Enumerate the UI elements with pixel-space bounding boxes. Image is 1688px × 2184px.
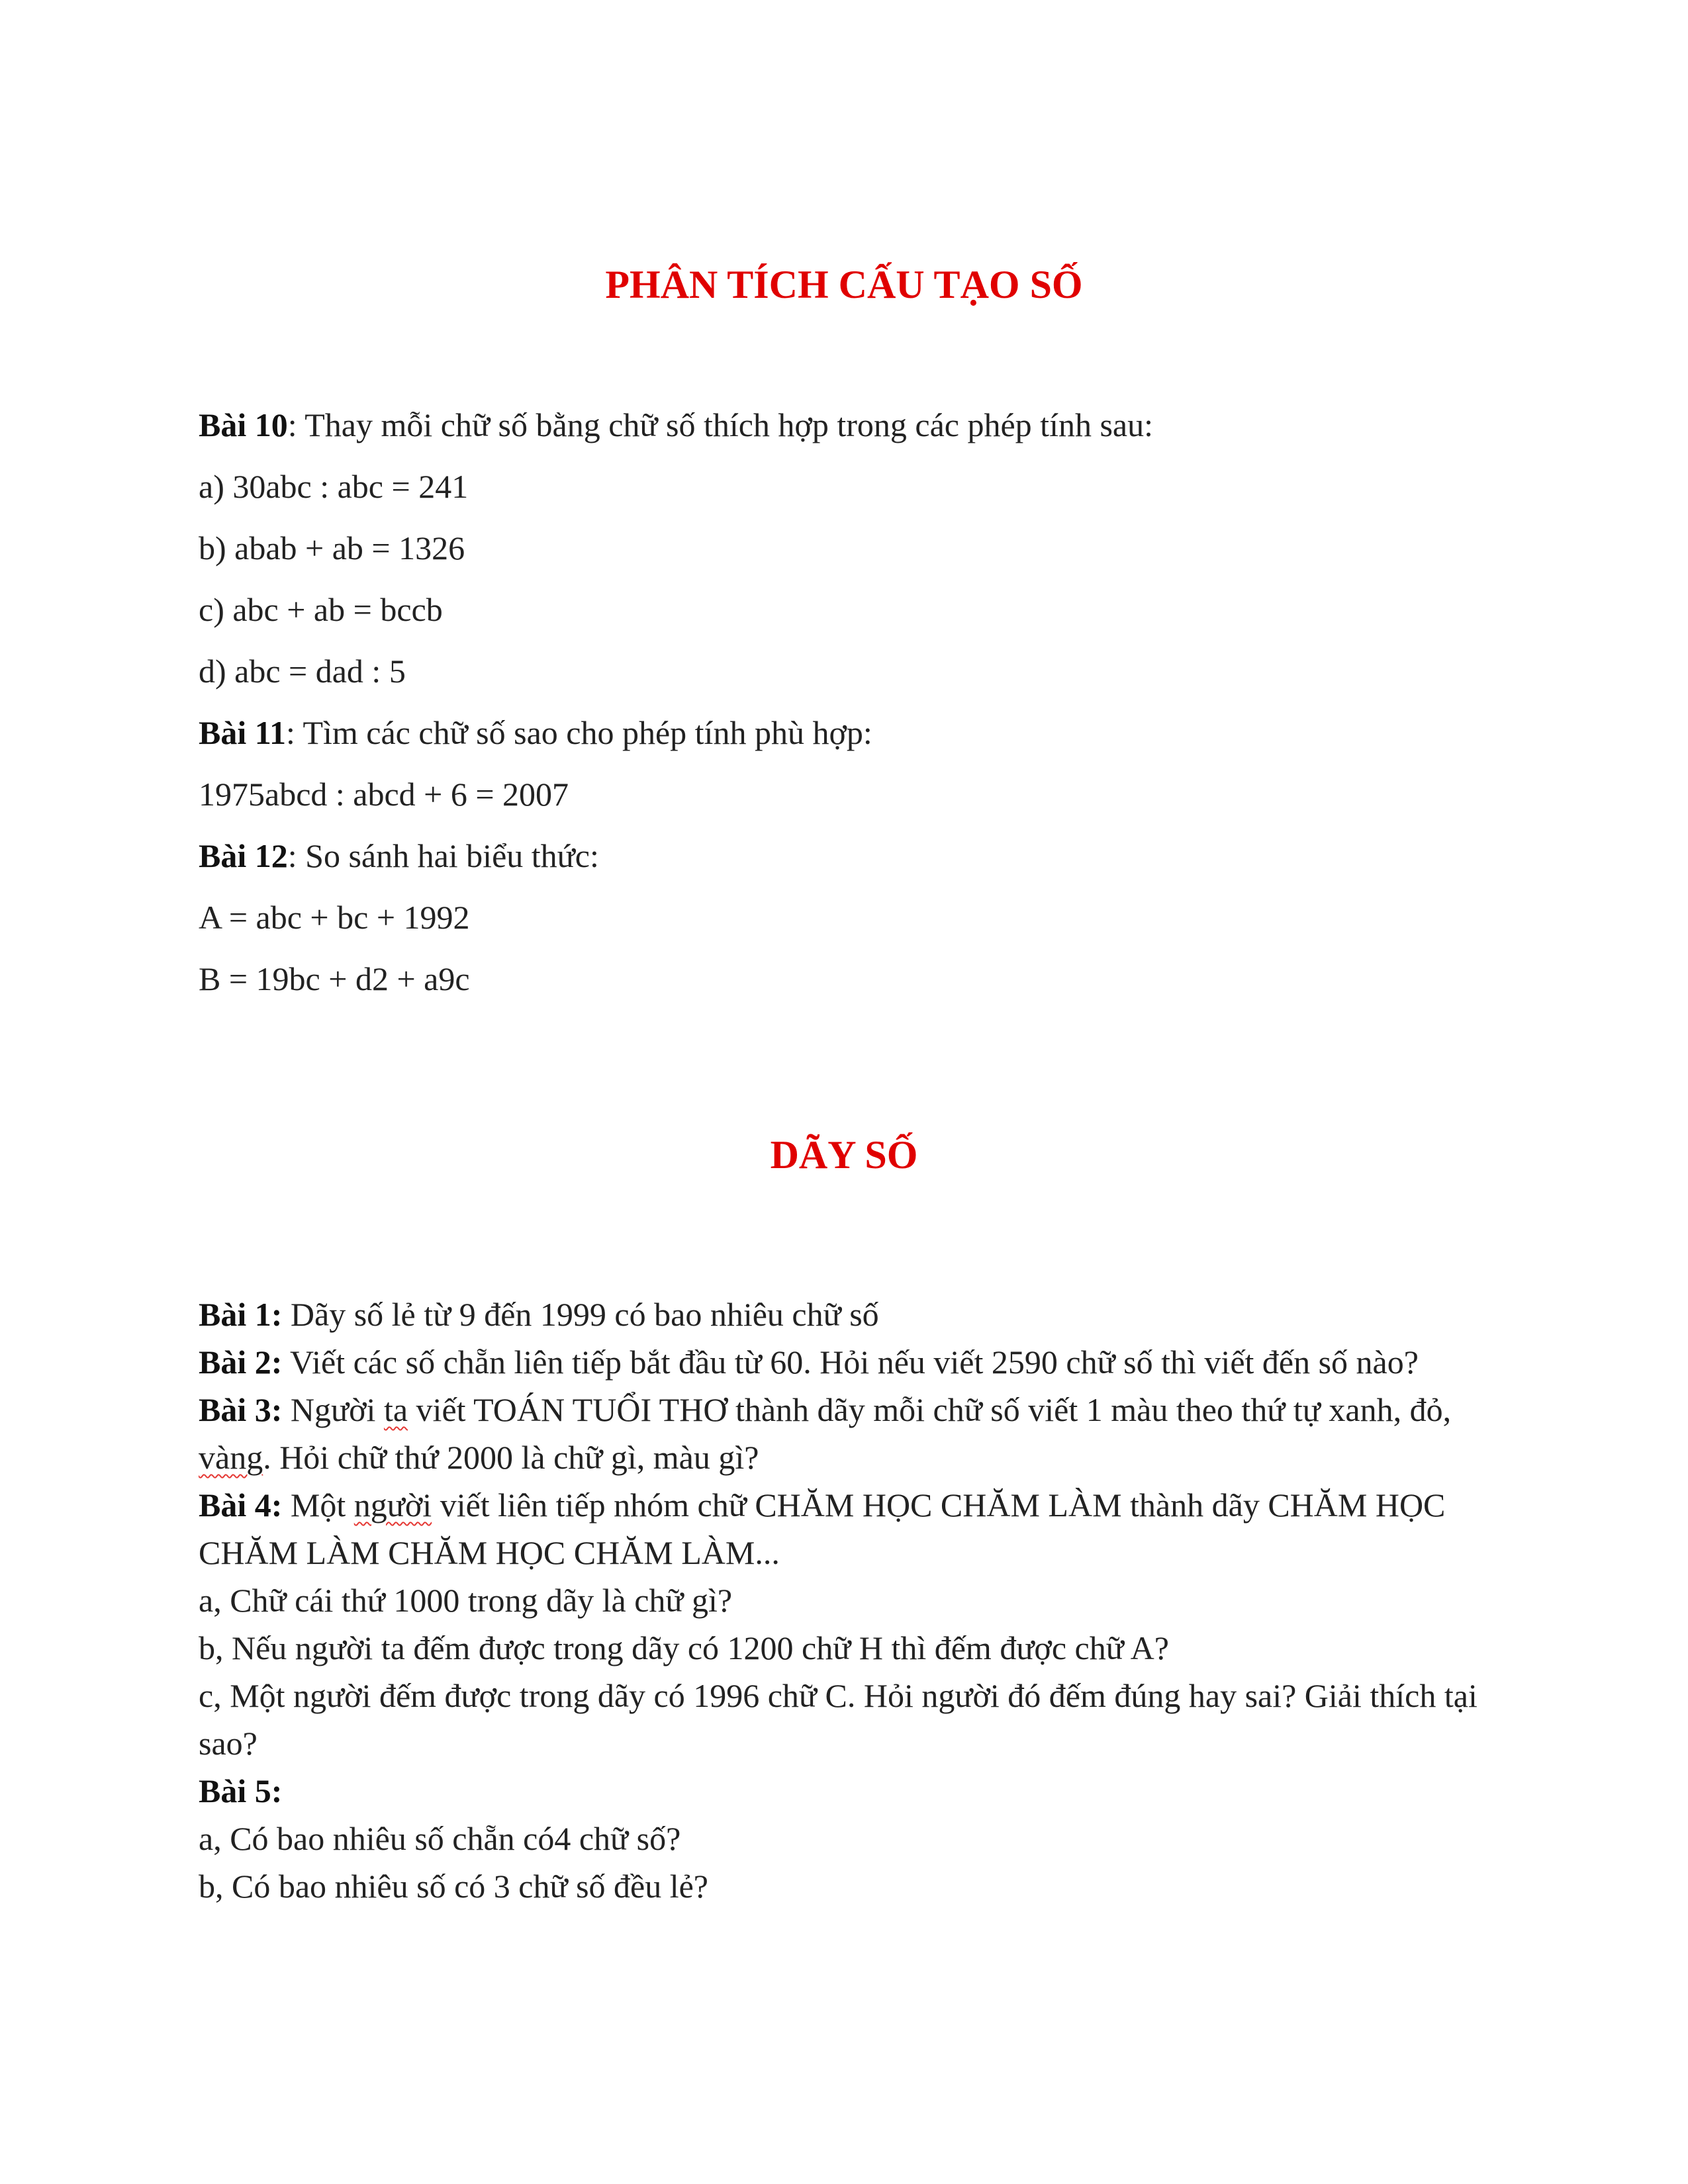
bai3-text-a: Người	[282, 1391, 384, 1428]
section-phan-tich-content	[199, 394, 1489, 1010]
bai12-item-b: B = 19bc + d2 + a9c	[199, 960, 470, 997]
bai4-text-c: viết liên tiếp nhóm chữ CHĂM HỌC CHĂM LÀM thành dãy CHĂM HỌC CHĂM LÀM CHĂM HỌC CHĂM LÀM...	[199, 1486, 1446, 1571]
bai5-label: Bài 5:	[199, 1772, 283, 1809]
bai2-label: Bài 2:	[199, 1343, 283, 1381]
bai5-item-b: b, Có bao nhiêu số có 3 chữ số đều lẻ?	[199, 1868, 708, 1905]
bai4-item-a: a, Chữ cái thứ 1000 trong dãy là chữ gì?	[199, 1582, 733, 1619]
bai4-paragraph	[199, 1481, 1489, 1576]
bai10-text: : Thay mỗi chữ số bằng chữ số thích hợp trong các phép tính sau:	[287, 406, 1154, 443]
section-title-day-so: DÃY SỐ	[770, 1133, 918, 1177]
bai10-item-a: a) 30abc : abc = 241	[199, 468, 469, 505]
bai4-item-b: b, Nếu người ta đếm được trong dãy có 1200 chữ H thì đếm được chữ A?	[199, 1629, 1169, 1666]
bai11-heading	[199, 702, 1489, 764]
bai10-heading	[199, 394, 1489, 456]
bai3-label: Bài 3:	[199, 1391, 283, 1428]
bai10-item-d: d) abc = dad : 5	[199, 653, 406, 690]
bai10-label: Bài 10	[199, 406, 288, 443]
bai12-item-a: A = abc + bc + 1992	[199, 899, 470, 936]
bai5-item-a: a, Có bao nhiêu số chẵn có4 chữ số?	[199, 1820, 681, 1857]
bai1-paragraph	[199, 1291, 1489, 1338]
bai1-label: Bài 1:	[199, 1296, 283, 1333]
bai1-text: Dãy số lẻ từ 9 đến 1999 có bao nhiêu chữ số	[282, 1296, 879, 1333]
bai3-spellcheck-word-vang: vàng	[199, 1439, 263, 1476]
bai2-text: Viết các số chẵn liên tiếp bắt đầu từ 60. Hỏi nếu viết 2590 chữ số thì viết đến số nào?	[282, 1343, 1419, 1381]
bai4-text-a: Một	[282, 1486, 354, 1524]
bai3-spellcheck-word-ta: ta	[383, 1391, 408, 1428]
bai4-item-c: c, Một người đếm được trong dãy có 1996 chữ C. Hỏi người đó đếm đúng hay sai? Giải thích tại sao?	[199, 1677, 1477, 1762]
bai5-heading	[199, 1767, 1489, 1815]
bai10-item-c: c) abc + ab = bccb	[199, 591, 443, 628]
bai11-label: Bài 11	[199, 714, 286, 751]
bai2-paragraph	[199, 1338, 1489, 1386]
bai12-label: Bài 12	[199, 837, 288, 874]
bai12-heading	[199, 825, 1489, 887]
bai11-text: : Tìm các chữ số sao cho phép tính phù hợp:	[285, 714, 872, 751]
bai11-item: 1975abcd : abcd + 6 = 2007	[199, 776, 569, 813]
bai3-paragraph	[199, 1386, 1489, 1481]
section-day-so-content	[199, 1291, 1489, 1910]
bai3-text-e: . Hỏi chữ thứ 2000 là chữ gì, màu gì?	[263, 1439, 759, 1476]
bai12-text: : So sánh hai biểu thức:	[287, 837, 599, 874]
section-title-phan-tich: PHÂN TÍCH CẤU TẠO SỐ	[605, 263, 1083, 306]
bai3-text-c: viết TOÁN TUỔI THƠ thành dãy mỗi chữ số viết 1 màu theo thứ tự xanh, đỏ,	[408, 1391, 1452, 1428]
bai10-item-b: b) abab + ab = 1326	[199, 529, 465, 567]
bai4-label: Bài 4:	[199, 1486, 283, 1524]
bai4-spellcheck-word-nguoi: người	[353, 1486, 432, 1524]
